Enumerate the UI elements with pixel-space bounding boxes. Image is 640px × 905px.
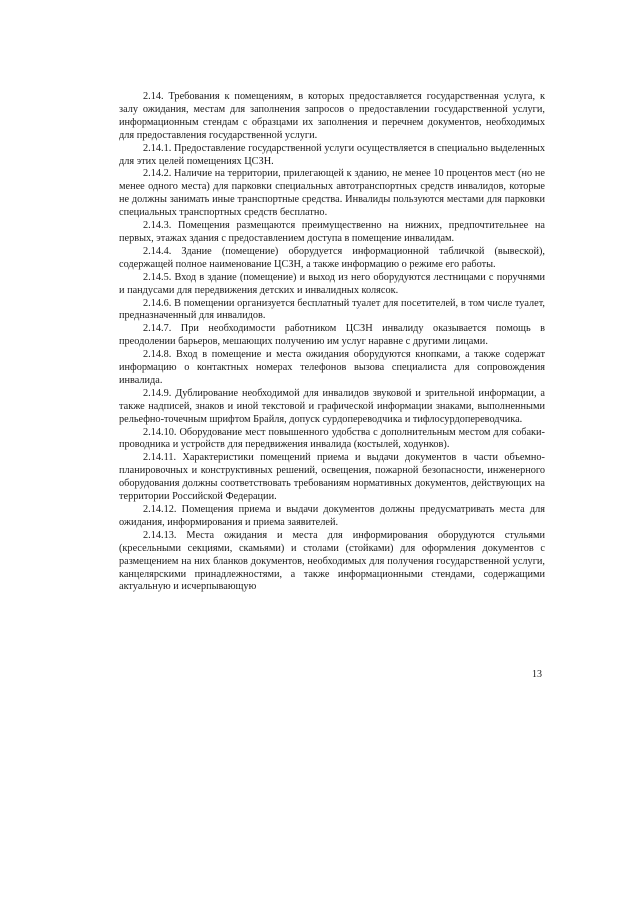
paragraph-2-14-8: 2.14.8. Вход в помещение и места ожидания оборудуются кнопками, а также содержат информацию о контактных номерах телефонов вызова специалиста для сопровождения инвалида. (119, 349, 545, 386)
paragraph-2-14-2: 2.14.2. Наличие на территории, прилегающей к зданию, не менее 10 процентов мест (но не менее одного места) для парковки специальных автотранспортных средств инвалидов, которые не должны занимать иные транспортные средства. Инвалиды пользуются местами для парковки специальных транспортных средств бесплатно. (119, 168, 545, 219)
document-body (119, 91, 545, 594)
paragraph-2-14-5: 2.14.5. Вход в здание (помещение) и выход из него оборудуются лестницами с поручнями и пандусами для передвижения детских и инвалидных колясок. (119, 271, 545, 296)
paragraph-2-14-13: 2.14.13. Места ожидания и места для информирования оборудуются стульями (кресельными секциями, скамьями) и столами (стойками) для оформления документов с размещением на них бланков документов, необходимых для получения государственной услуги, канцелярскими принадлежностями, а также информационными стендами, содержащими актуальную и исчерпывающую (119, 529, 545, 593)
paragraph-2-14-9: 2.14.9. Дублирование необходимой для инвалидов звуковой и зрительной информации, а также надписей, знаков и иной текстовой и графической информации знаками, выполненными рельефно-точечным шрифтом Брайля, допуск сурдопереводчика и тифлосурдопереводчика. (119, 387, 545, 425)
page-number: 13 (532, 669, 542, 680)
paragraph-2-14: 2.14. Требования к помещениям, в которых предоставляется государственная услуга, к залу ожидания, местам для заполнения запросов о предоставлении государственной услуги, информационным стендам с образцами их заполнения и перечнем документов, необходимых для предоставления государственной услуги. (119, 91, 545, 141)
paragraph-2-14-10: 2.14.10. Оборудование мест повышенного удобства с дополнительным местом для собаки-проводника и устройств для передвижения инвалида (костылей, ходунков). (119, 426, 545, 451)
paragraph-2-14-7: 2.14.7. При необходимости работником ЦСЗН инвалиду оказывается помощь в преодолении барьеров, мешающих получению им услуг наравне с другими лицами. (119, 323, 545, 348)
paragraph-2-14-6: 2.14.6. В помещении организуется бесплатный туалет для посетителей, в том числе туалет, предназначенный для инвалидов. (119, 297, 545, 322)
paragraph-2-14-1: 2.14.1. Предоставление государственной услуги осуществляется в специально выделенных для этих целей помещениях ЦСЗН. (119, 142, 545, 167)
paragraph-2-14-12: 2.14.12. Помещения приема и выдачи документов должны предусматривать места для ожидания, информирования и приема заявителей. (119, 504, 545, 528)
paragraph-2-14-4: 2.14.4. Здание (помещение) оборудуется информационной табличкой (вывеской), содержащей полное наименование ЦСЗН, а также информацию о режиме его работы. (119, 245, 545, 270)
paragraph-2-14-3: 2.14.3. Помещения размещаются преимущественно на нижних, предпочтительнее на первых, этажах здания с предоставлением доступа в помещение инвалидам. (119, 220, 545, 244)
paragraph-2-14-11: 2.14.11. Характеристики помещений приема и выдачи документов в части объемно-планировочных и конструктивных решений, освещения, пожарной безопасности, инженерного оборудования должны соответствовать требованиям нормативных документов, действующих на территории Российской Федерации. (119, 452, 545, 503)
